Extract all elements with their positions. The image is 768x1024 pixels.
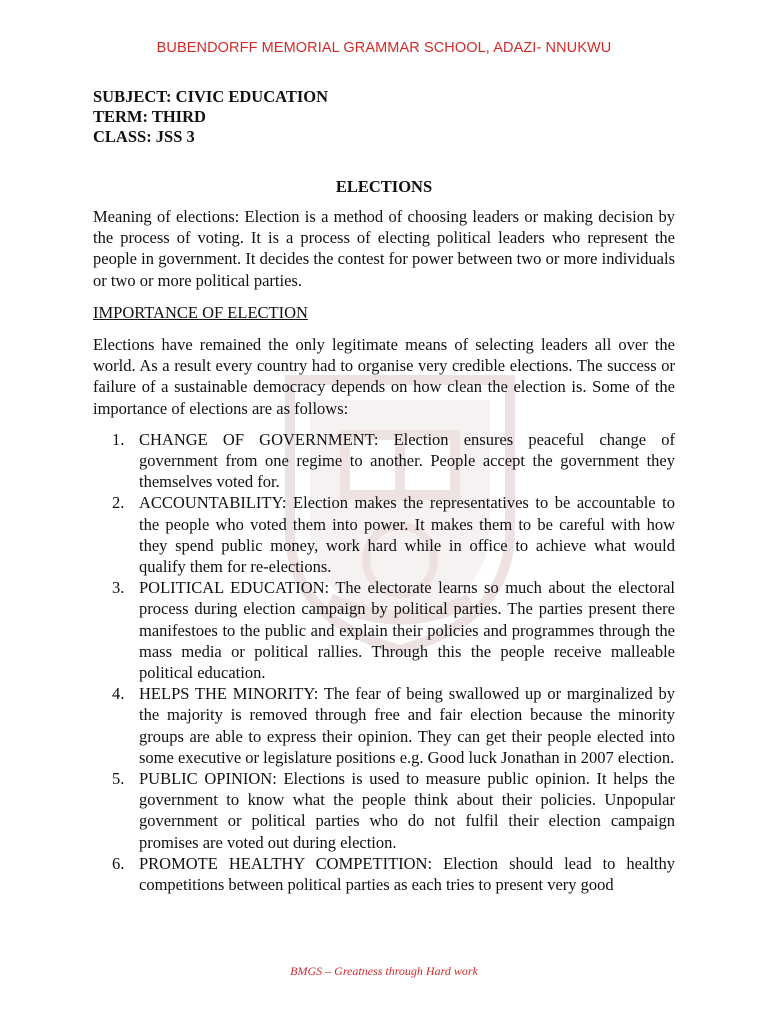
- list-item: [93, 683, 675, 768]
- importance-heading: IMPORTANCE OF ELECTION: [93, 302, 308, 322]
- list-item-text: HELPS THE MINORITY: The fear of being swallowed up or marginalized by the majority is removed through free and fair election because the minority groups are able to express their opinion. They can get their people elected into some executive or legislature positions e.g. Good luck Jonathan in 2007 election.: [139, 684, 675, 767]
- term-line: TERM: THIRD: [93, 107, 206, 126]
- list-item: [93, 492, 675, 577]
- document-title: ELECTIONS: [335, 177, 433, 196]
- school-header: BUBENDORFF MEMORIAL GRAMMAR SCHOOL, ADAZI- NNUKWU: [156, 40, 612, 56]
- list-item: [93, 577, 675, 683]
- class-line: CLASS: JSS 3: [93, 127, 195, 146]
- list-item-text: POLITICAL EDUCATION: The electorate learns so much about the electoral process during election campaign by political parties. The parties present there manifestoes to the public and explain their policies and programmes through the mass media or political rallies. Through this the people receive malleable political education.: [139, 578, 675, 683]
- list-item-text: PROMOTE HEALTHY COMPETITION: Election should lead to healthy competitions between political parties as each tries to present very good: [139, 853, 675, 895]
- list-item-number: 5.: [112, 769, 125, 789]
- list-item-number: 6.: [112, 853, 125, 873]
- list-item-number: 1.: [112, 429, 125, 449]
- list-item-text: ACCOUNTABILITY: Election makes the representatives to be accountable to the people who voted them into power. It makes them to be careful with how they spend public money, work hard while in office to achieve what would qualify them for re-elections.: [139, 493, 675, 577]
- list-item: [93, 429, 675, 493]
- list-item-text: PUBLIC OPINION: Elections is used to measure public opinion. It helps the government to know what the people think about their policies. Unpopular government or political parties who do not fulfil their election campaign promises are voted out during election.: [139, 769, 675, 852]
- intro-paragraph: Meaning of elections: Election is a method of choosing leaders or making decision by the process of voting. It is a process of electing political leaders who represent the people in government. It decides the contest for power between two or more individuals or two or more political parties.: [93, 207, 675, 290]
- footer-motto: BMGS – Greatness through Hard work: [290, 964, 478, 978]
- course-meta: [93, 87, 328, 147]
- list-item: [93, 768, 675, 853]
- document-body: [93, 206, 675, 895]
- subject-line: SUBJECT: CIVIC EDUCATION: [93, 87, 329, 106]
- list-item-number: 4.: [112, 684, 125, 704]
- list-item-text: CHANGE OF GOVERNMENT: Election ensures peaceful change of government from one regime to another. People accept the government they themselves voted for.: [139, 429, 675, 492]
- list-item-number: 3.: [112, 578, 125, 598]
- importance-list: [93, 429, 675, 895]
- list-item: [93, 853, 675, 895]
- list-item-number: 2.: [112, 493, 125, 513]
- importance-paragraph: Elections have remained the only legitimate means of selecting leaders all over the world. As a result every country had to organise very credible elections. The success or failure of a sustainable democracy depends on how clean the election is. Some of the importance of elections are as follows:: [93, 335, 675, 418]
